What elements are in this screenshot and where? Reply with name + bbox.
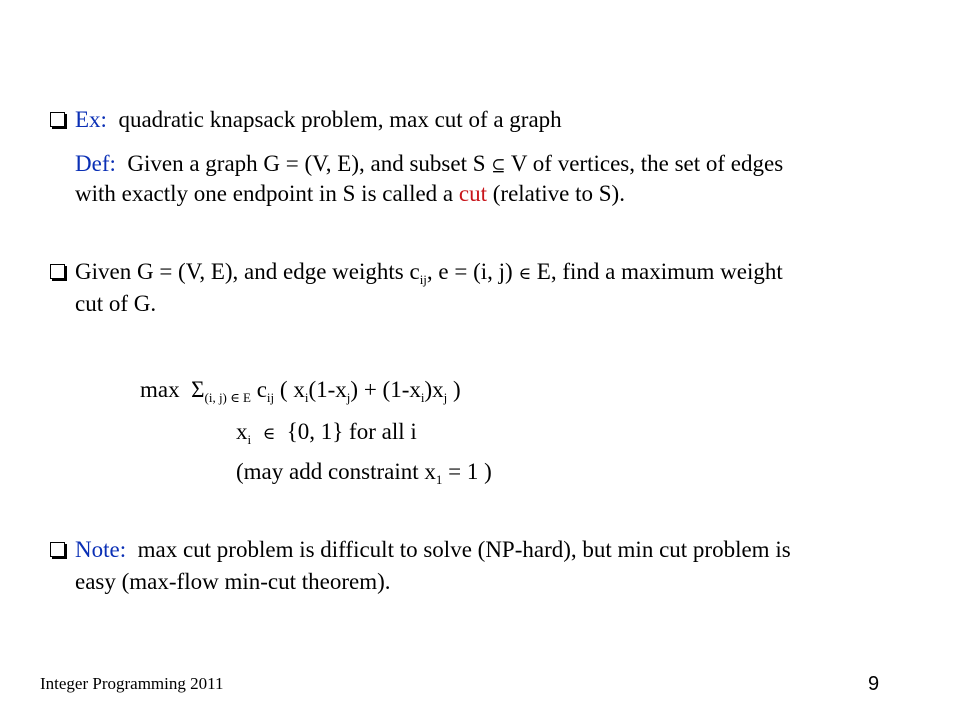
bullet-marker-3 bbox=[50, 542, 65, 557]
constraint-optional-text-2: = 1 ) bbox=[448, 459, 492, 484]
constraint-binary-line bbox=[236, 418, 417, 448]
obj-s2: j bbox=[346, 390, 351, 405]
obj-t1: ( x bbox=[279, 377, 305, 402]
bullet-2-text-4: cut of G. bbox=[75, 291, 157, 316]
bullet-3-line-2 bbox=[75, 568, 391, 596]
constraint-optional-line bbox=[236, 458, 492, 486]
obj-s3: i bbox=[420, 390, 425, 405]
definition-text-1: Given a graph G = (V, E), and subset S bbox=[127, 151, 486, 176]
obj-s1: i bbox=[304, 390, 309, 405]
constraint-element-of-symbol: ∈ bbox=[262, 424, 276, 444]
obj-t2: (1-x bbox=[308, 377, 347, 402]
constraint-optional-text-1: (may add constraint x bbox=[236, 459, 436, 484]
example-text: quadratic knapsack problem, max cut of a graph bbox=[118, 107, 562, 132]
max-keyword: max bbox=[140, 377, 180, 402]
bullet-2-line-2 bbox=[75, 290, 156, 318]
subset-symbol: ⊆ bbox=[491, 156, 506, 176]
bullet-2-text-2: , e = (i, j) bbox=[426, 259, 513, 284]
bullet-1-line bbox=[75, 106, 562, 134]
obj-s4: j bbox=[443, 390, 448, 405]
obj-t4: )x bbox=[424, 377, 444, 402]
note-text-2: easy (max-flow min-cut theorem). bbox=[75, 569, 391, 594]
element-of-symbol: ∈ bbox=[518, 264, 532, 284]
constraint-optional-sub: 1 bbox=[435, 472, 443, 487]
definition-label: Def: bbox=[75, 151, 116, 176]
objective-line bbox=[140, 376, 461, 404]
var-sub: i bbox=[247, 432, 252, 447]
definition-text-3: with exactly one endpoint in S is called a bbox=[75, 181, 454, 206]
coef: c bbox=[256, 377, 267, 402]
example-label: Ex: bbox=[75, 107, 107, 132]
page-number: 9 bbox=[868, 673, 880, 695]
constraint-binary-text: {0, 1} for all i bbox=[286, 419, 417, 444]
weight-subscript: ij bbox=[419, 272, 427, 287]
bullet-2-text-1: Given G = (V, E), and edge weights c bbox=[75, 259, 420, 284]
sum-index: (i, j) ∈ E bbox=[204, 390, 251, 405]
cut-keyword: cut bbox=[458, 181, 487, 206]
bullet-3-line-1 bbox=[75, 536, 791, 564]
definition-text-4: (relative to S). bbox=[492, 181, 625, 206]
bullet-marker-2 bbox=[50, 264, 65, 279]
obj-t3: ) + (1-x bbox=[350, 377, 421, 402]
bullet-marker-1 bbox=[50, 112, 65, 127]
footer-title: Integer Programming 2011 bbox=[40, 674, 224, 693]
definition-line-1 bbox=[75, 150, 783, 180]
note-label: Note: bbox=[75, 537, 127, 562]
bullet-2-line-1 bbox=[75, 258, 783, 288]
var-x: x bbox=[236, 419, 248, 444]
definition-line-2 bbox=[75, 180, 625, 208]
obj-t5: ) bbox=[453, 377, 461, 402]
note-text-1: max cut problem is difficult to solve (NP-hard), but min cut problem is bbox=[137, 537, 791, 562]
coef-sub: ij bbox=[266, 390, 275, 405]
definition-text-2: V of vertices, the set of edges bbox=[510, 151, 784, 176]
bullet-2-text-3: E, find a maximum weight bbox=[536, 259, 783, 284]
sigma-symbol: Σ bbox=[191, 377, 205, 402]
